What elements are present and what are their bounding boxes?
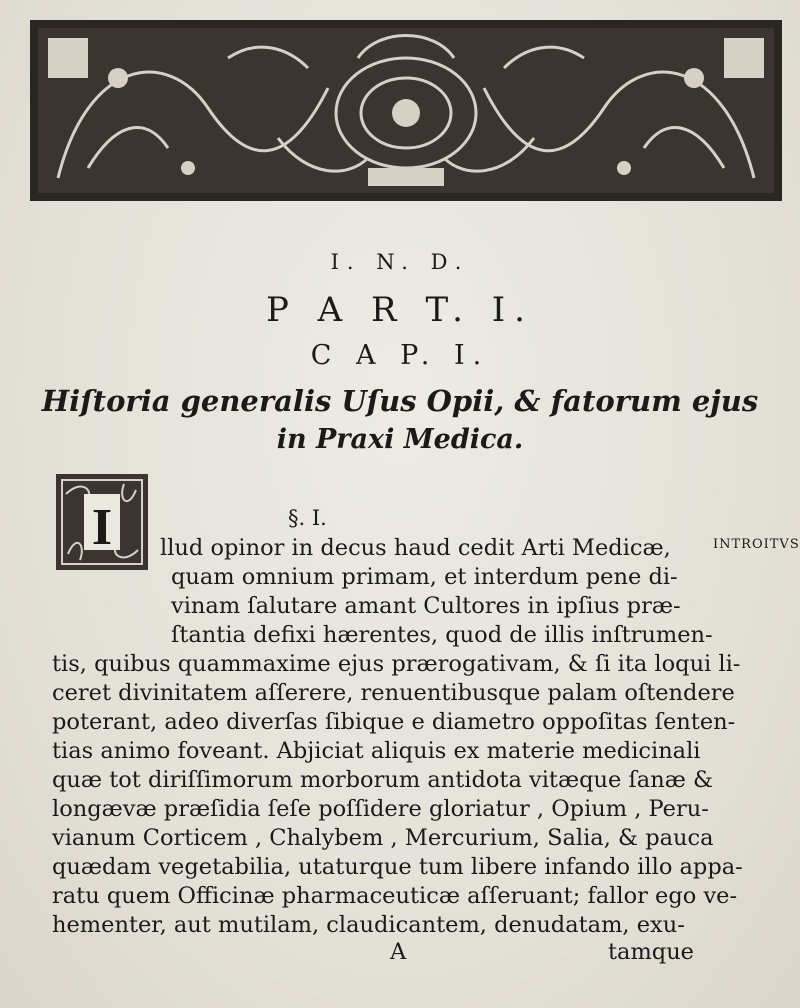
text-line-9: quæ tot diriſſimorum morborum antidota vitæque ſanæ & — [52, 767, 714, 793]
decorated-initial — [56, 474, 148, 570]
text-line-7: poterant, adeo diverſas ſibique e diametro oppoſitas ſenten- — [52, 709, 736, 735]
initial-letter: I — [91, 499, 113, 556]
chapter-title-line-1: Hiſtoria generalis Uſus Opii, & fatorum ejus — [41, 384, 759, 418]
catchword: tamque — [608, 939, 695, 965]
text-line-6: ceret divinitatem aſſerere, renuentibusque palam oſtendere — [52, 680, 735, 706]
text-line-13: ratu quem Officinæ pharmaceuticæ aſſeruant; fallor ego ve- — [52, 883, 738, 909]
chapter-heading: C A P. I. — [310, 340, 490, 371]
running-heading: I. N. D. — [330, 250, 470, 274]
text-line-11: vianum Corticem , Chalybem , Mercurium, Salia, & pauca — [52, 825, 714, 851]
text-line-8: tias animo foveant. Abjiciat aliquis ex materie medicinali — [52, 738, 701, 764]
text-line-1: llud opinor in decus haud cedit Arti Medicæ, — [160, 535, 671, 561]
ornamental-headpiece — [28, 18, 784, 203]
chapter-title-line-2: in Praxi Medica. — [276, 424, 524, 455]
text-line-3: vinam ſalutare amant Cultores in ipſius præ- — [171, 593, 681, 619]
text-line-10: longævæ præſidia ſeſe poſſidere gloriatur , Opium , Peru- — [52, 796, 709, 822]
section-mark: §. I. — [288, 506, 327, 530]
text-line-5: tis, quibus quammaxime ejus prærogativam, & ſi ita loqui li- — [52, 651, 741, 677]
margin-note: INTROITVS — [713, 537, 800, 552]
text-line-4: ſtantia defixi hærentes, quod de illis inſtrumen- — [171, 622, 713, 648]
text-line-12: quædam vegetabilia, utaturque tum libere infando illo appa- — [52, 854, 743, 880]
part-heading: P A R T. I. — [266, 290, 534, 330]
signature-mark: A — [390, 939, 407, 965]
text-line-14: hementer, aut mutilam, claudicantem, denudatam, exu- — [52, 912, 685, 938]
text-line-2: quam omnium primam, et interdum pene di- — [171, 564, 678, 590]
